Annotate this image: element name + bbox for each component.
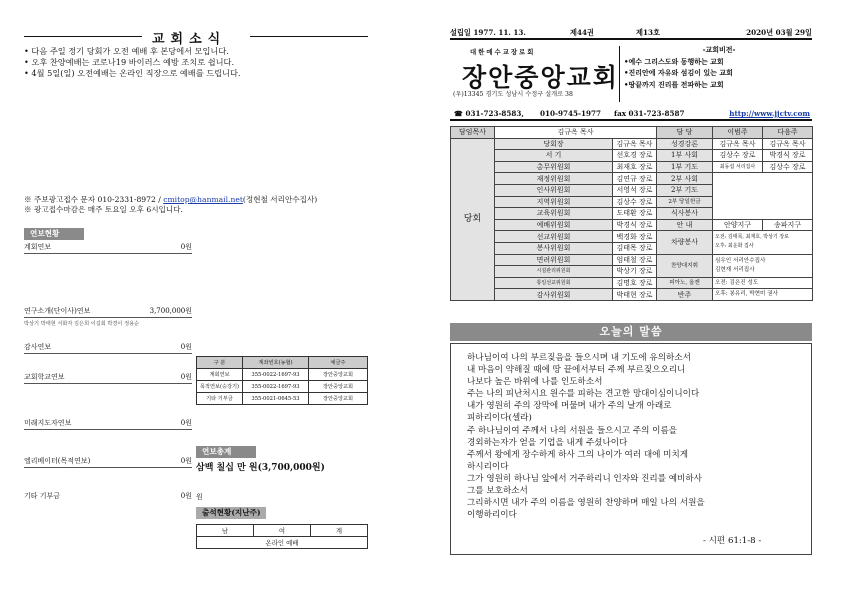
duty-role: 피아노, 올겐 <box>657 277 713 289</box>
offering-row: 미래지도자연보 0원 <box>24 418 192 430</box>
scripture-line: 이행하리이다 <box>467 510 517 521</box>
account-number: 355-0022-1697-93 <box>243 369 309 381</box>
duty-person: 김규옥 목사 <box>713 138 763 150</box>
staff-row <box>451 289 813 301</box>
committee-elder: 도태환 장로 <box>613 208 657 220</box>
committee-name: 당회장 <box>495 138 613 150</box>
offering-row: 연구소개(단이사)연보 3,700,000원 <box>24 306 192 318</box>
duty-role: 반주 <box>657 289 713 301</box>
attendance-col: 남 <box>197 525 254 537</box>
committee-name: 선교위원회 <box>495 231 613 243</box>
news-item: • 다음 주일 정기 당회가 오전 예배 후 본당에서 모입니다. <box>24 46 229 56</box>
scripture-text <box>467 352 807 521</box>
issue-number: 제13호 <box>636 28 660 37</box>
duty-this-week: 이범주 <box>713 127 763 139</box>
committee-name: 인사위원회 <box>495 184 613 196</box>
attendance-header: 출석현황(지난주) <box>196 507 266 519</box>
attendance-col: 계 <box>311 525 368 537</box>
vision-header: -교회비전- <box>702 45 736 54</box>
committee-elder: 엄태철 장로 <box>613 254 657 266</box>
news-title: 교회소식 <box>152 32 227 47</box>
committee-name: 면려위원회 <box>495 254 613 266</box>
founded-date: 설립일 1977. 11. 13. <box>450 28 526 37</box>
committee-name: 시설관리위원회 <box>495 266 613 278</box>
ad-deadline-line: ※ 광고접수마감은 매주 토요일 오후 6시입니다. <box>24 205 183 214</box>
duty-person: 김상수 장로 <box>713 150 763 162</box>
duty-next-week: 다음주 <box>763 127 813 139</box>
staff-table <box>450 126 813 301</box>
news-item: • 오후 찬양예배는 코로나19 바이러스 예방 조치로 쉽니다. <box>24 57 235 67</box>
account-holder: 장안중앙교회 <box>309 393 368 405</box>
offering-row: 교회학교연보 0원 <box>24 372 192 384</box>
title-rule-right <box>250 36 368 37</box>
account-header-cell: 계좌번호(농협) <box>243 357 309 369</box>
duty-person: 안양지구 <box>713 219 763 231</box>
duty-role: 2부 당일헌금 <box>657 196 713 208</box>
scripture-line: 피하리이다(셀라) <box>467 413 532 424</box>
duty-role: 1부 사회 <box>657 150 713 162</box>
phone-number: ☎ 031-723-8583, <box>454 109 524 118</box>
ad-notices <box>24 195 317 215</box>
scripture-line: 주 하나님이여 주께서 나의 서원을 들으시고 주의 이름을 <box>467 425 678 436</box>
committee-elder: 박상기 장로 <box>613 266 657 278</box>
total-header: 연보총계 <box>196 446 256 458</box>
committee-elder: 최재호 장로 <box>613 161 657 173</box>
account-row <box>197 369 368 381</box>
committee-elder: 서영석 장로 <box>613 184 657 196</box>
committee-elder: 박경식 장로 <box>613 219 657 231</box>
fax-number: fax 031-723-8587 <box>614 109 685 118</box>
issue-info-bar <box>450 28 812 40</box>
issue-date: 2020년 03월 29일 <box>746 28 812 37</box>
duty-person: 최동섭 서리집사 <box>713 161 763 173</box>
committee-elder: 김명호 장로 <box>613 277 657 289</box>
staff-row <box>451 173 813 185</box>
total-amount: 삼백 칠십 만 원(3,700,000원) <box>196 463 325 473</box>
committee-elder: 백경화 장로 <box>613 231 657 243</box>
duty-role: 2부 사회 <box>657 173 713 185</box>
committee-name: 총무위원회 <box>495 161 613 173</box>
title-rule-left <box>24 36 142 37</box>
offering-row: 기타 기부금 0원 <box>24 492 192 500</box>
staff-row <box>451 231 813 243</box>
scripture-line: 그리하시면 내가 주의 이름을 영원히 찬양하며 매일 나의 서원을 <box>467 498 705 509</box>
account-type: 계회연보 <box>197 369 243 381</box>
duty-person: 박경식 장로 <box>763 150 813 162</box>
committee-elder: 김상수 장로 <box>613 196 657 208</box>
scripture-line: 내가 영원히 주의 장막에 머물며 내가 주의 날개 아래로 <box>467 401 672 412</box>
news-list <box>24 46 374 79</box>
account-number: 355-0022-1697-93 <box>243 381 309 393</box>
staff-row <box>451 219 813 231</box>
church-address: (우)13345 경기도 성남시 수정구 설개로 38 <box>453 91 573 98</box>
offering-row: 계회연보 0원 <box>24 242 192 254</box>
staff-row <box>451 254 813 266</box>
offering-row: 감사연보 0원 <box>24 342 192 354</box>
staff-row <box>451 277 813 289</box>
website-link[interactable]: http://www.jjctv.com <box>729 109 810 118</box>
account-header-cell: 구 분 <box>197 357 243 369</box>
committee-elder: 김태목 장로 <box>613 242 657 254</box>
committee-name: 감사위원회 <box>495 289 613 301</box>
attendance-header-row <box>197 525 368 537</box>
news-title-bar <box>24 28 368 47</box>
duty-role: 2부 기도 <box>657 184 713 196</box>
account-row <box>197 381 368 393</box>
header-divider <box>619 46 620 102</box>
pastor-label: 담임목사 <box>451 127 495 139</box>
contact-bar <box>450 109 812 121</box>
attendance-value: 온라인 예배 <box>197 537 368 549</box>
staff-row <box>451 127 813 139</box>
session-label: 당회 <box>451 138 495 300</box>
todays-word-header: 오늘의 말씀 <box>450 323 812 341</box>
duty-role: 차량봉사 <box>657 231 713 254</box>
church-vision <box>624 44 814 90</box>
committee-name: 통일선교위원회 <box>495 277 613 289</box>
duty-person: 송파지구 <box>763 219 813 231</box>
duty-person: 심우인 서리안수집사 김현재 서리집사 <box>713 254 813 277</box>
denomination: 대한예수교장로회 <box>470 48 536 56</box>
scripture-line: 하나님이여 나의 부르짖음을 들으시며 내 기도에 유의하소서 <box>467 353 691 363</box>
committee-elder: 선호경 장로 <box>613 150 657 162</box>
pastor-name: 김규옥 목사 <box>495 127 657 139</box>
duty-label: 담 당 <box>657 127 713 139</box>
mobile-number: 010-9745-1977 <box>540 109 601 118</box>
account-type: 기타 기부금 <box>197 393 243 405</box>
duty-person: 김상수 장로 <box>763 161 813 173</box>
attendance-col: 여 <box>254 525 311 537</box>
duty-role: 찬양대지휘 <box>657 254 713 277</box>
scripture-line: 내 마음이 약해질 때에 땅 끝에서부터 주께 부르짖으오리니 <box>467 365 686 376</box>
offering-donor-names: 박상기 박태현 서화자 김은희 이길회 박경이 정용순 <box>24 321 140 327</box>
account-header-cell: 예금주 <box>309 357 368 369</box>
vision-item: •진리안에 자유와 섬김이 있는 교회 <box>624 68 733 77</box>
church-name: 장안중앙교회 <box>462 63 619 92</box>
duty-role: 성경강론 <box>657 138 713 150</box>
ad-notice-line: ※ 주보광고접수 문자 010-2331-8972 / cmitop@hanmail.net(정현철 서리안수집사) <box>24 195 318 204</box>
committee-elder: 김연규 장로 <box>613 173 657 185</box>
duty-person: 오후: 봉유리, 박현미 권사 <box>713 289 813 301</box>
scripture-line: 하시리이다 <box>467 461 509 472</box>
offering-header: 연보현황 <box>24 228 84 240</box>
duty-person: 오전: 김태목, 최재호, 박상기 장로 오후: 최운화 집사 <box>713 231 813 254</box>
duty-person-blank <box>713 173 813 219</box>
offering-unit: 원 <box>196 493 203 501</box>
committee-name: 예배위원회 <box>495 219 613 231</box>
staff-row <box>451 161 813 173</box>
account-number: 355-0021-0645-53 <box>243 393 309 405</box>
news-item: • 4월 5일(일) 오전예배는 온라인 직장으로 예배를 드립니다. <box>24 68 241 78</box>
committee-elder: 김규옥 목사 <box>613 138 657 150</box>
account-holder: 장안중앙교회 <box>309 369 368 381</box>
account-row <box>197 393 368 405</box>
offering-row: 엘리베이터(목적연보) 0원 <box>24 456 192 468</box>
committee-name: 교육위원회 <box>495 208 613 220</box>
scripture-line: 주께서 왕에게 장수하게 하사 그의 나이가 여러 대에 미치게 <box>467 449 689 460</box>
scripture-line: 경외하는자가 얻을 기업을 내게 주셨나이다 <box>467 437 628 448</box>
duty-person: 김규옥 목사 <box>763 138 813 150</box>
attendance-value-row <box>197 537 368 549</box>
volume: 제44권 <box>570 28 594 37</box>
duty-role: 안 내 <box>657 219 713 231</box>
duty-role: 1부 기도 <box>657 161 713 173</box>
scripture-line: 나보다 높은 바위에 나를 인도하소서 <box>467 377 603 388</box>
contact-email-link[interactable]: cmitop@hanmail.net <box>163 195 243 204</box>
attendance-table <box>196 524 368 549</box>
scripture-line: 그가 영원히 하나님 앞에서 거주하리니 인자와 진리를 예비하사 <box>467 473 702 484</box>
account-header-row <box>197 357 368 369</box>
account-holder: 장안중앙교회 <box>309 381 368 393</box>
scripture-line: 주는 나의 피난처시요 원수를 피하는 견고한 망대이심이니이다 <box>467 389 700 400</box>
duty-role: 식사봉사 <box>657 208 713 220</box>
committee-name: 재정위원회 <box>495 173 613 185</box>
committee-elder: 박태현 장로 <box>613 289 657 301</box>
vision-item: •땅끝까지 진리를 전파하는 교회 <box>624 79 724 89</box>
staff-row <box>451 138 813 150</box>
account-table <box>196 356 368 405</box>
committee-name: 봉사위원회 <box>495 242 613 254</box>
duty-person: 오전: 김은진 성도 <box>713 277 813 289</box>
scripture-line: 그를 보호하소서 <box>467 486 528 497</box>
account-type: 목적연보(승강기) <box>197 381 243 393</box>
committee-name: 지역위원회 <box>495 196 613 208</box>
staff-row <box>451 150 813 162</box>
committee-name: 서 기 <box>495 150 613 162</box>
scripture-reference: - 시편 61:1-8 - <box>703 536 762 546</box>
vision-item: •예수 그리스도와 동행하는 교회 <box>624 56 724 66</box>
